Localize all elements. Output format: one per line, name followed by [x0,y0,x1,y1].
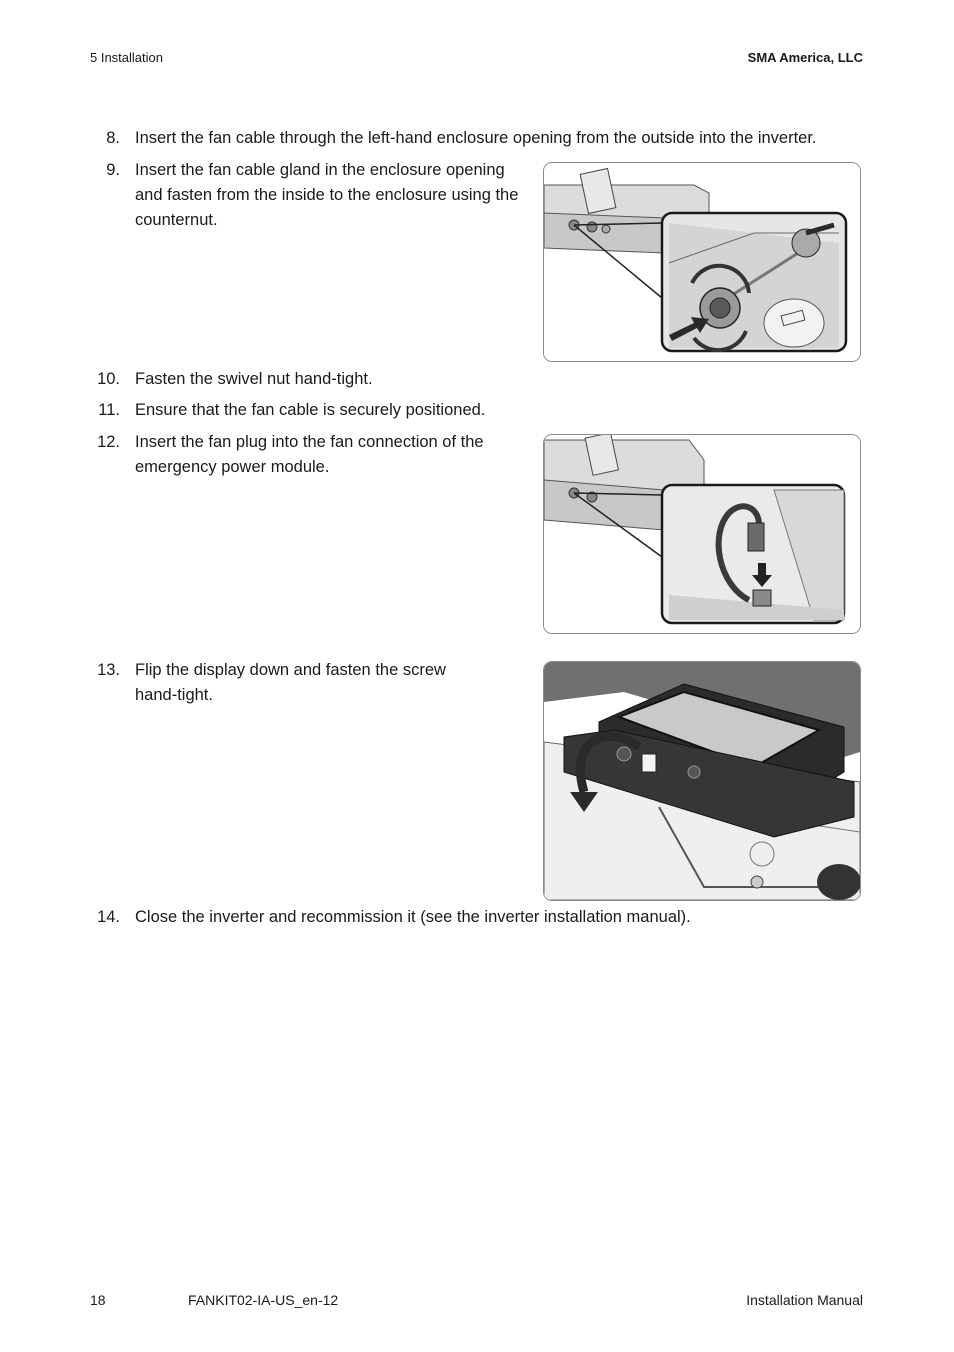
footer-doc-id: FANKIT02-IA-US_en-12 [188,1292,339,1308]
figure-cable-gland [543,162,861,362]
figure-fan-plug [543,434,861,634]
step-text: Ensure that the fan cable is securely positioned. [135,401,486,419]
step-text: Flip the display down and fasten the screw hand-tight. [135,661,446,704]
cable-gland-illustration [544,163,860,361]
footer-doc-type: Installation Manual [746,1292,863,1308]
step-text: Insert the fan cable gland in the enclosure opening and fasten from the inside to the enclosure using the counternut. [135,161,519,229]
figure-display-flip [543,661,861,901]
display-flip-illustration [544,662,860,900]
step-number: 8. [106,129,120,147]
header-section: 5 Installation [90,50,163,65]
header-company: SMA America, LLC [747,50,863,65]
step-text: Insert the fan cable through the left-hand enclosure opening from the outside into the inverter. [135,129,817,147]
step-number: 9. [106,161,120,179]
step-number: 12. [97,433,120,451]
step-text: Insert the fan plug into the fan connection of the emergency power module. [135,433,484,476]
step-number: 14. [97,908,120,926]
step-number: 11. [98,401,120,419]
step-text: Fasten the swivel nut hand-tight. [135,370,373,388]
fan-plug-illustration [544,435,860,633]
step-number: 10. [97,370,120,388]
footer-page-number: 18 [90,1292,106,1308]
step-number: 13. [97,661,120,679]
step-text: Close the inverter and recommission it (see the inverter installation manual). [135,908,691,926]
